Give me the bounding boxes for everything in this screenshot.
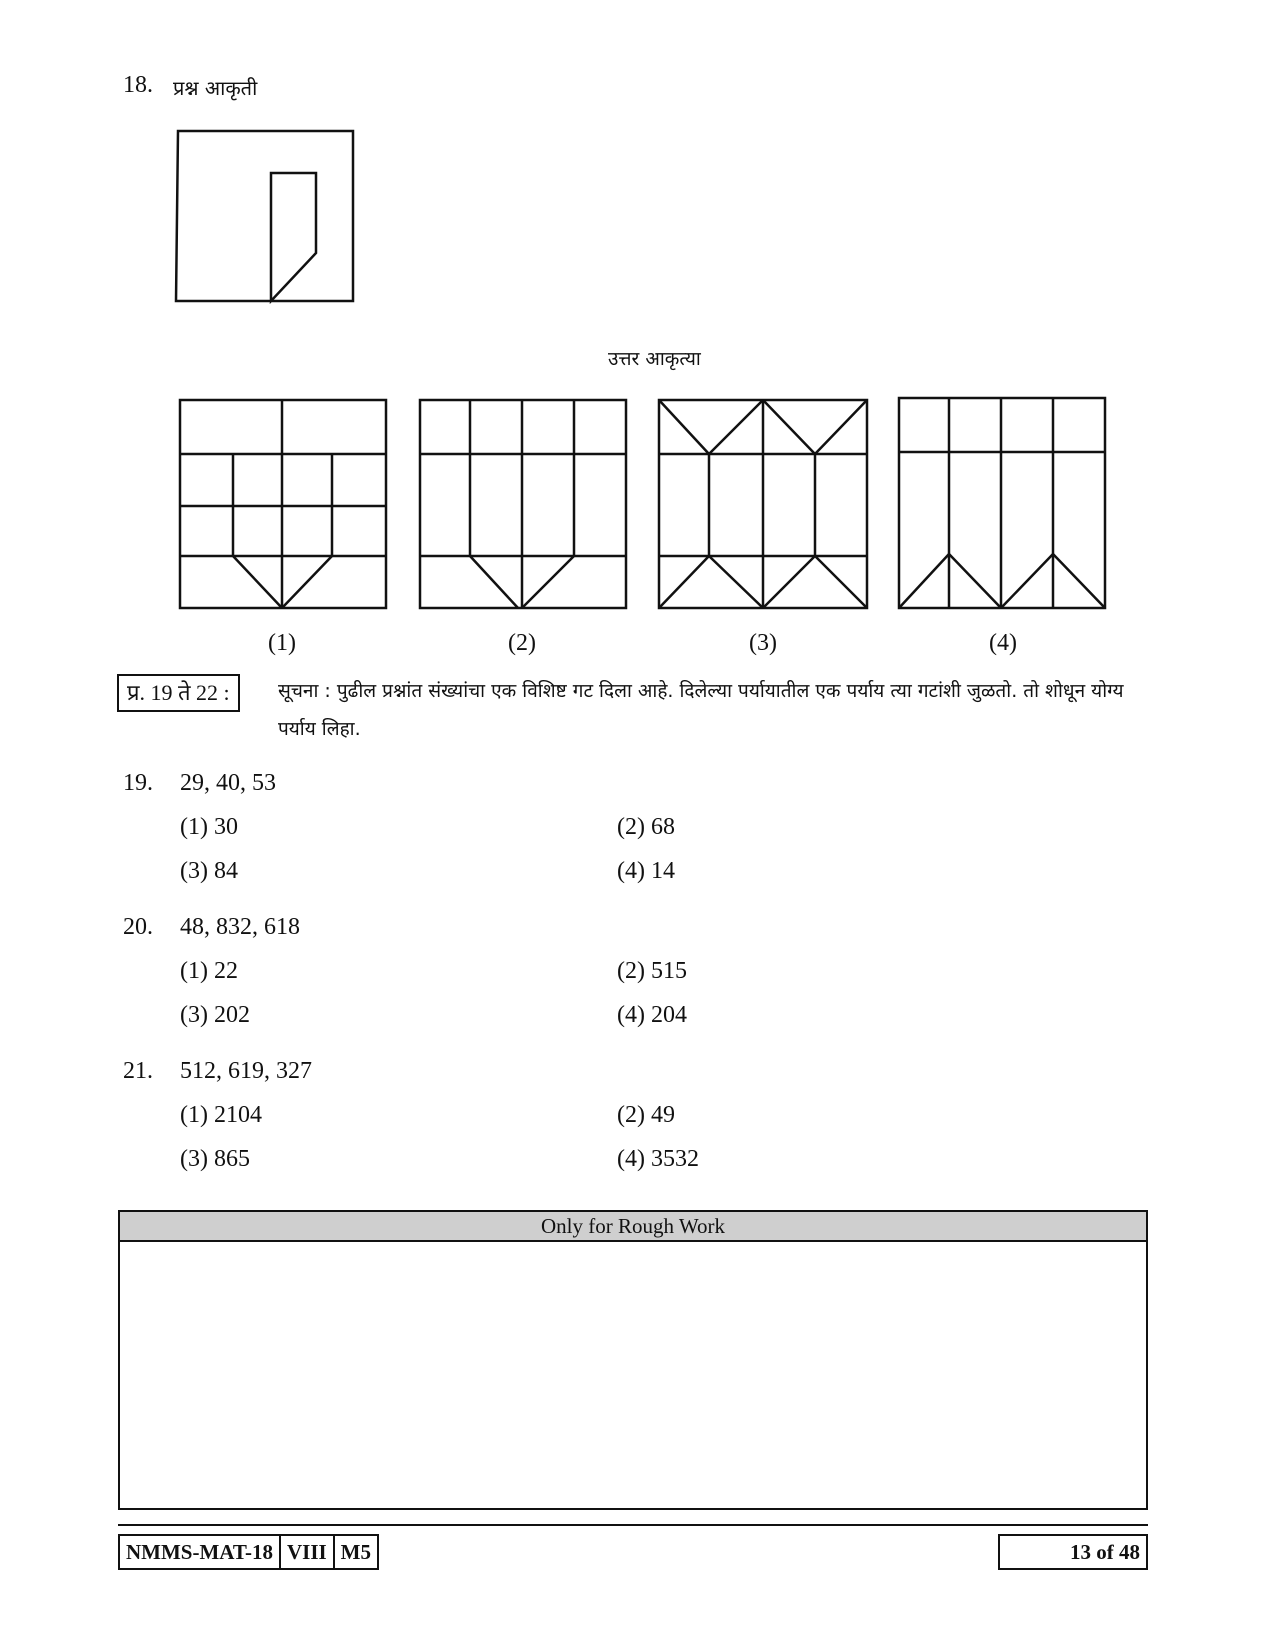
question-20-option-3: (3) 202 — [180, 1002, 250, 1028]
question-20-option-2: (2) 515 — [617, 958, 687, 984]
answer-option-4-label: (4) — [989, 630, 1017, 656]
footer-code-group — [118, 1534, 379, 1570]
footer-paper-code: NMMS-MAT-18 — [118, 1534, 281, 1570]
instruction-range-box: प्र. 19 ते 22 : — [117, 674, 240, 712]
question-19-option-1: (1) 30 — [180, 814, 238, 840]
question-19-option-2: (2) 68 — [617, 814, 675, 840]
question-21-option-2: (2) 49 — [617, 1102, 675, 1128]
question-21-option-1: (1) 2104 — [180, 1102, 262, 1128]
rough-work-heading: Only for Rough Work — [120, 1212, 1146, 1242]
question-20-number: 20. — [123, 914, 153, 940]
answer-figure-1 — [178, 398, 388, 610]
question-21-number: 21. — [123, 1058, 153, 1084]
question-20-text: 48, 832, 618 — [180, 914, 300, 940]
answer-figure-2 — [418, 398, 628, 610]
answer-option-1-label: (1) — [268, 630, 296, 656]
answer-figures-title: उत्तर आकृत्या — [608, 348, 701, 370]
question-21-option-3: (3) 865 — [180, 1146, 250, 1172]
question-21-option-4: (4) 3532 — [617, 1146, 699, 1172]
footer-class: VIII — [281, 1534, 335, 1570]
answer-figure-3 — [657, 398, 869, 610]
instruction-text: सूचना : पुढील प्रश्नांत संख्यांचा एक विशिष्ट गट दिला आहे. दिलेल्या पर्यायातील एक पर्याय त्या गटांशी जुळतो. तो शोधून योग्य पर्याय लिहा. — [278, 680, 1124, 740]
answer-figure-4 — [897, 396, 1109, 610]
footer-set: M5 — [335, 1534, 379, 1570]
question-21-text: 512, 619, 327 — [180, 1058, 312, 1084]
question-20-option-4: (4) 204 — [617, 1002, 687, 1028]
question-19-option-4: (4) 14 — [617, 858, 675, 884]
question-20-option-1: (1) 22 — [180, 958, 238, 984]
answer-option-3-label: (3) — [749, 630, 777, 656]
question-18-title: प्रश्न आकृती — [173, 76, 258, 100]
question-19-option-3: (3) 84 — [180, 858, 238, 884]
question-18-number: 18. — [123, 72, 153, 98]
rough-work-box — [118, 1210, 1148, 1510]
footer-page-number: 13 of 48 — [998, 1534, 1148, 1570]
question-19-number: 19. — [123, 770, 153, 796]
answer-option-2-label: (2) — [508, 630, 536, 656]
question-19-text: 29, 40, 53 — [180, 770, 276, 796]
footer-divider — [118, 1524, 1148, 1526]
question-figure — [170, 125, 360, 305]
